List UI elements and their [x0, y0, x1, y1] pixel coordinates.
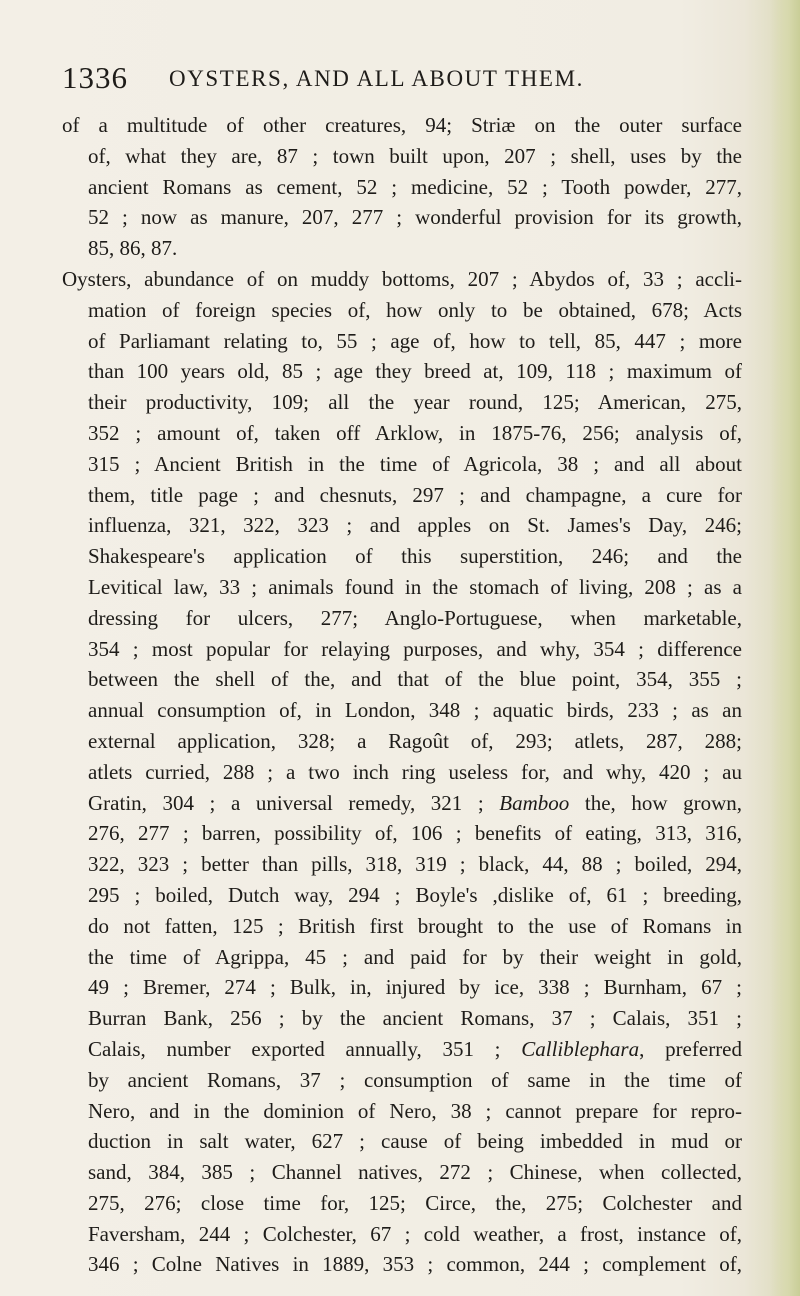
text-line: 315 ; Ancient British in the time of Agricola, 38 ; and all about [88, 451, 742, 476]
text-line: 275, 276; close time for, 125; Circe, the, 275; Colchester and [88, 1190, 742, 1215]
text-line: 352 ; amount of, taken off Arklow, in 1875-76, 256; analysis of, [88, 420, 742, 445]
text-line: of Parliamant relating to, 55 ; age of, how to tell, 85, 447 ; more [88, 328, 742, 353]
text-line: Calais, number exported annually, 351 ; Calliblephara, preferred [88, 1036, 743, 1061]
text-line: them, title page ; and chesnuts, 297 ; and champagne, a cure for [88, 482, 742, 507]
text-line: dressing for ulcers, 277; Anglo-Portuguese, when marketable, [88, 605, 742, 630]
index-entry-continuation [62, 110, 742, 264]
running-title: OYSTERS, AND ALL ABOUT THEM. [169, 66, 584, 91]
index-text [62, 110, 742, 1280]
text-line: the time of Agrippa, 45 ; and paid for by their weight in gold, [88, 944, 742, 969]
text-line: Shakespeare's application of this superstition, 246; and the [88, 544, 742, 569]
text-line: between the shell of the, and that of the blue point, 354, 355 ; [88, 667, 742, 692]
text-line: 276, 277 ; barren, possibility of, 106 ; benefits of eating, 313, 316, [88, 821, 742, 846]
page-header [62, 60, 742, 100]
text-line: Faversham, 244 ; Colchester, 67 ; cold weather, a frost, instance of, [88, 1221, 742, 1246]
text-line: by ancient Romans, 37 ; consumption of same in the time of [88, 1067, 742, 1092]
text-line: Gratin, 304 ; a universal remedy, 321 ; Bamboo the, how grown, [88, 790, 742, 815]
text-line: external application, 328; a Ragoût of, 293; atlets, 287, 288; [88, 728, 742, 753]
text-line: sand, 384, 385 ; Channel natives, 272 ; Chinese, when collected, [88, 1160, 742, 1185]
text-line: duction in salt water, 627 ; cause of being imbedded in mud or [88, 1129, 742, 1154]
page-number: 1336 [62, 60, 128, 95]
text-line: 85, 86, 87. [88, 236, 178, 261]
italic-term: Calliblephara [521, 1036, 640, 1061]
text-line: 49 ; Bremer, 274 ; Bulk, in, injured by ice, 338 ; Burnham, 67 ; [88, 975, 742, 1000]
text-line: Nero, and in the dominion of Nero, 38 ; cannot prepare for repro- [88, 1098, 742, 1123]
text-line: annual consumption of, in London, 348 ; aquatic birds, 233 ; as an [88, 698, 742, 723]
text-line: of a multitude of other creatures, 94; Striæ on the outer surface [62, 113, 742, 137]
text-line: Oysters, abundance of on muddy bottoms, 207 ; Abydos of, 33 ; accli- [62, 266, 742, 291]
page-edge-shadow [770, 0, 800, 1296]
text-line: their productivity, 109; all the year round, 125; American, 275, [88, 390, 742, 415]
text-line: 346 ; Colne Natives in 1889, 353 ; common, 244 ; complement of, [88, 1252, 742, 1277]
text-line: ancient Romans as cement, 52 ; medicine, 52 ; Tooth powder, 277, [88, 174, 742, 199]
text-line: of, what they are, 87 ; town built upon, 207 ; shell, uses by the [88, 143, 742, 168]
text-line: 295 ; boiled, Dutch way, 294 ; Boyle's ,dislike of, 61 ; breeding, [88, 882, 742, 907]
text-line: influenza, 321, 322, 323 ; and apples on St. James's Day, 246; [88, 513, 742, 538]
text-line: mation of foreign species of, how only to be obtained, 678; Acts [88, 297, 742, 322]
text-line: than 100 years old, 85 ; age they breed at, 109, 118 ; maximum of [88, 359, 742, 384]
text-line: 322, 323 ; better than pills, 318, 319 ; black, 44, 88 ; boiled, 294, [88, 852, 742, 877]
text-line: 354 ; most popular for relaying purposes, and why, 354 ; difference [88, 636, 742, 661]
text-line: Burran Bank, 256 ; by the ancient Romans, 37 ; Calais, 351 ; [88, 1006, 742, 1031]
text-line: Levitical law, 33 ; animals found in the stomach of living, 208 ; as a [88, 574, 742, 599]
text-line: atlets curried, 288 ; a two inch ring useless for, and why, 420 ; au [88, 759, 742, 784]
text-line: do not fatten, 125 ; British first brought to the use of Romans in [88, 913, 742, 938]
index-entry-oysters [62, 264, 742, 1280]
text-line: 52 ; now as manure, 207, 277 ; wonderful provision for its growth, [88, 205, 742, 230]
italic-term: Bamboo [499, 790, 570, 815]
